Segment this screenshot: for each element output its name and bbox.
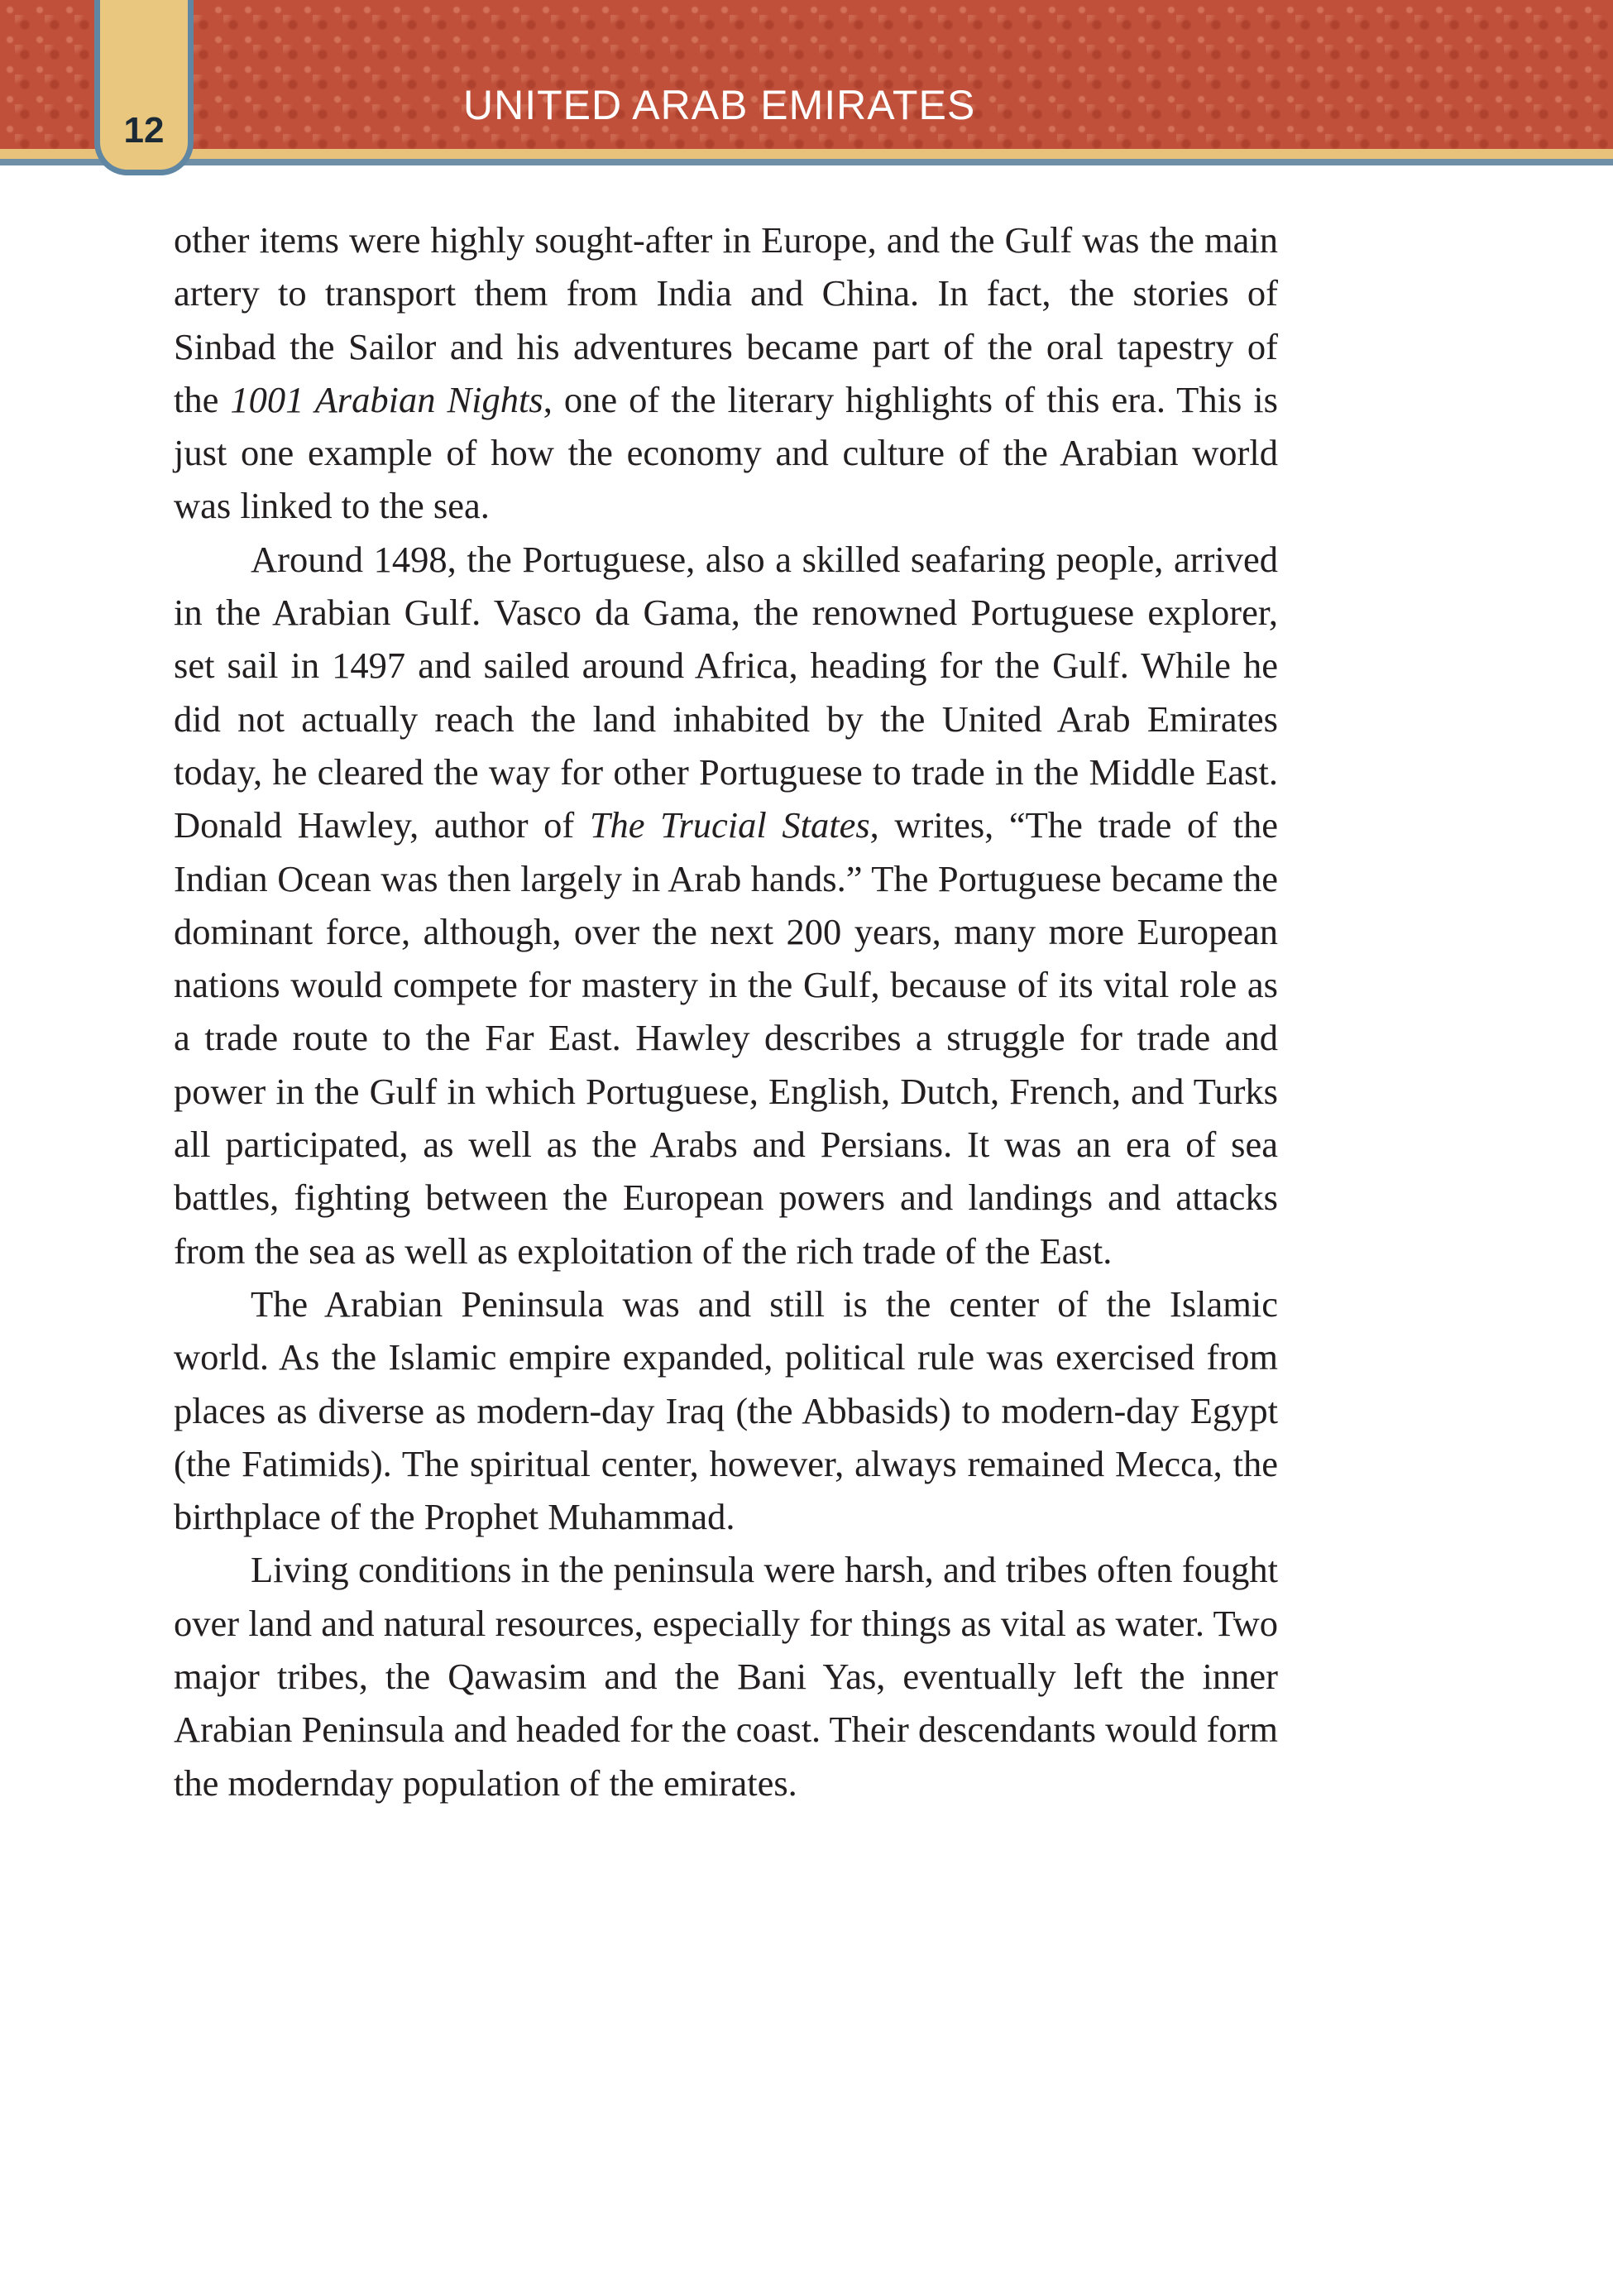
paragraph-1-text-a: other items were highly sought-after in Europe, and the Gulf was the main artery to transport them from India and China. In fact, the stories of Sinbad the Sailor and his adventures became part of the oral tapestry of the — [174, 219, 1278, 420]
paragraph-2-text-b: , writes, “The trade of the Indian Ocean was then largely in Arab hands.” The Portuguese became the dominant force, although, over the next 200 years, many more European nations would compete for mastery in the Gulf, because of its vital role as a trade route to the Far East. Hawley describes a struggle for trade and power in the Gulf in which Portuguese, English, Dutch, French, and Turks all participated, as well as the Arabs and Persians. It was an era of sea battles, fighting between the European powers and landings and attacks from the sea as well as exploitation of the rich trade of the East. — [174, 804, 1279, 1272]
header-stripe-tan — [0, 149, 1613, 159]
paragraph-4: Living conditions in the peninsula were harsh, and tribes often fought over land and natural resources, especially for things as vital as water. Two major tribes, the Qawasim and the Bani Yas, eventually left the inner Arabian Peninsula and headed for the coast. Their descendants would form the modernday population of the emirates. — [174, 1549, 1278, 1804]
body-text — [174, 213, 1278, 1809]
book-title-1001-arabian-nights: 1001 Arabian Nights — [230, 378, 543, 420]
page-number-tab — [94, 0, 194, 175]
header-stripe-blue — [0, 159, 1613, 165]
paragraph-1-text-b: , one of the literary highlights of this era. This is just one example of how the economy and culture of the Arabian world was linked to the sea. — [174, 378, 1278, 527]
page-number: 12 — [123, 110, 165, 151]
book-title-trucial-states: The Trucial States — [589, 804, 870, 846]
running-title: UNITED ARAB EMIRATES — [463, 82, 976, 128]
paragraph-3: The Arabian Peninsula was and still is the center of the Islamic world. As the Islamic empire expanded, political rule was exercised from places as diverse as modern-day Iraq (the Abbasids) to modern-day Egypt (the Fatimids). The spiritual center, however, always remained Mecca, the birthplace of the Prophet Muhammad. — [174, 1282, 1278, 1538]
paragraph-1 — [174, 213, 1278, 533]
paragraph-2 — [174, 533, 1278, 1277]
paragraph-2-text-a: Around 1498, the Portuguese, also a skilled seafaring people, arrived in the Arabian Gulf. Vasco da Gama, the renowned Portuguese explorer, set sail in 1497 and sailed around Africa, heading for the Gulf. While he did not actually reach the land inhabited by the United Arab Emirates today, he cleared the way for other Portuguese to trade in the Middle East. Donald Hawley, author of — [174, 538, 1278, 846]
